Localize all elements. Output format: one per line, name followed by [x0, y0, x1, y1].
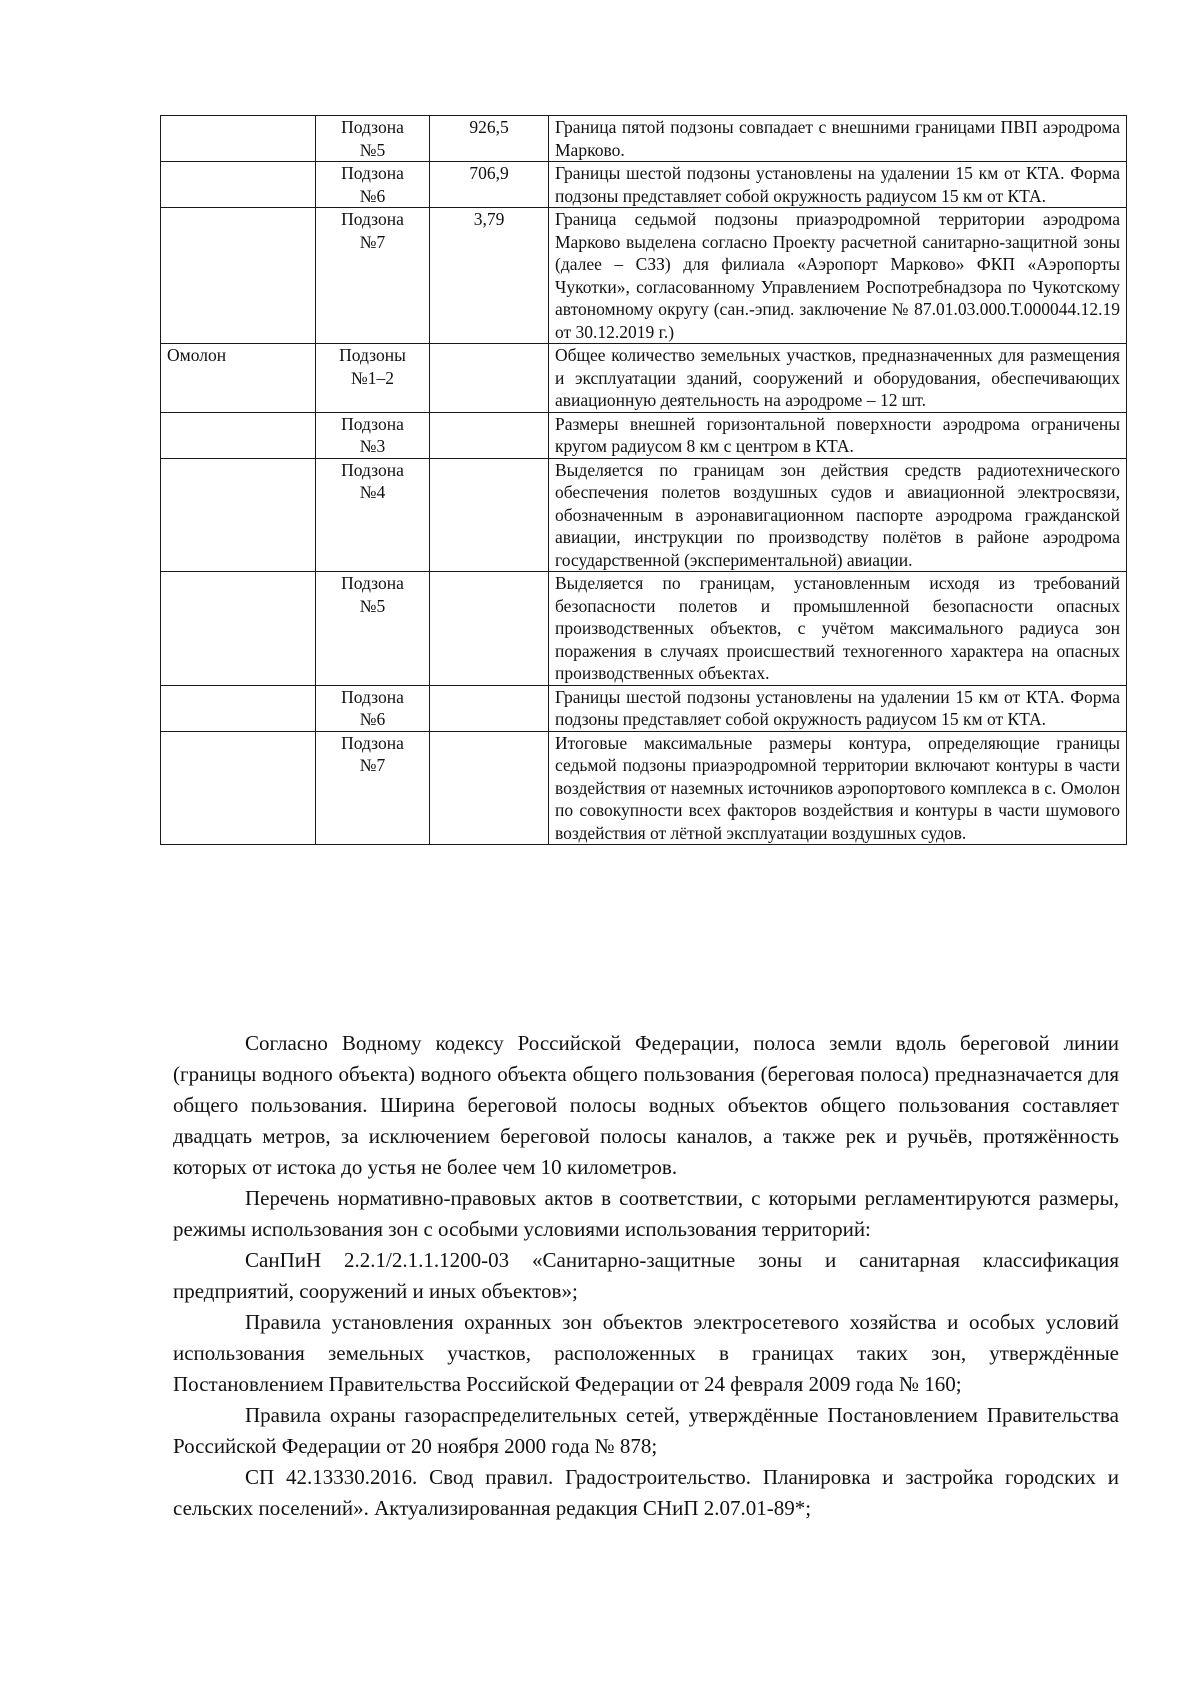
subzone-number: №5	[359, 139, 386, 160]
subzone-number: №7	[359, 231, 386, 252]
subzone-cell	[316, 208, 430, 344]
subzone-cell	[316, 344, 430, 413]
subzone-cell	[316, 116, 430, 162]
subzone-cell	[316, 412, 430, 458]
area-cell	[430, 412, 549, 458]
area-cell: 706,9	[430, 162, 549, 208]
paragraph-legal-acts-intro: Перечень нормативно-правовых актов в соответствии, с которыми регламентируются размеры, режимы использования зон с особыми условиями использования территорий:	[173, 1186, 1119, 1241]
area-cell: 3,79	[430, 208, 549, 344]
subzone-label: Подзона	[341, 573, 404, 593]
table-row	[161, 344, 1127, 413]
area-cell	[430, 572, 549, 686]
subzone-label: Подзона	[341, 163, 404, 183]
paragraph-power-grid-rules: Правила установления охранных зон объектов электросетевого хозяйства и особых условий использования земельных участков, расположенных в границах таких зон, утверждённые Постановлением Правительства Российской Федерации от 24 февраля 2009 года № 160;	[173, 1310, 1119, 1396]
description-cell: Выделяется по границам зон действия средств радиотехнического обеспечения полетов воздушных судов и авиационной электросвязи, обозначенным в аэронавигационном паспорте аэродрома гражданской авиации, инструкции по производству полётов в районе аэродрома государственной (экспериментальной) авиации.	[549, 458, 1127, 572]
subzone-number: №6	[359, 185, 386, 206]
subzone-label: Подзона	[341, 459, 404, 480]
table-row	[161, 458, 1127, 572]
subzone-number: №1–2	[351, 367, 394, 388]
aerodrome-cell: Омолон	[161, 344, 316, 413]
aerodrome-cell	[161, 412, 316, 458]
description-cell: Выделяется по границам, установленным исходя из требований безопасности полетов и промышленной безопасности опасных производственных объектов, с учётом максимального радиуса зон поражения в случаях происшествий техногенного характера на опасных производственных объектах.	[549, 572, 1127, 686]
table-row	[161, 412, 1127, 458]
description-cell: Граница седьмой подзоны приаэродромной территории аэродрома Марково выделена согласно Проекту расчетной санитарно-защитной зоны (далее – СЗЗ) для филиала «Аэропорт Марково» ФКП «Аэропорты Чукотки», согласованному Управлением Роспотребнадзора по Чукотскому автономному округу (сан.-эпид. заключение № 87.01.03.000.Т.000044.12.19 от 30.12.2019 г.)	[549, 208, 1127, 344]
aerodrome-cell	[161, 731, 316, 845]
subzone-label: Подзона	[341, 732, 404, 753]
subzone-number: №4	[359, 482, 386, 502]
table-row	[161, 731, 1127, 845]
table-row	[161, 208, 1127, 344]
paragraph-sanpin: СанПиН 2.2.1/2.1.1.1200-03 «Санитарно-защитные зоны и санитарная классификация предприятий, сооружений и иных объектов»;	[173, 1248, 1119, 1303]
subzone-number: №3	[359, 436, 386, 456]
table-row	[161, 162, 1127, 208]
description-cell: Границы шестой подзоны установлены на удалении 15 км от КТА. Форма подзоны представляет собой окружность радиусом 15 км от КТА.	[549, 162, 1127, 208]
description-cell: Граница пятой подзоны совпадает с внешними границами ПВП аэродрома Марково.	[549, 116, 1127, 162]
area-cell: 926,5	[430, 116, 549, 162]
description-cell: Размеры внешней горизонтальной поверхности аэродрома ограничены кругом радиусом 8 км с центром в КТА.	[549, 412, 1127, 458]
aerodrome-cell	[161, 572, 316, 686]
description-cell: Общее количество земельных участков, предназначенных для размещения и эксплуатации зданий, сооружений и оборудования, обеспечивающих авиационную деятельность на аэродроме – 12 шт.	[549, 344, 1127, 413]
subzone-label: Подзона	[341, 413, 404, 434]
area-cell	[430, 731, 549, 845]
aerodrome-cell	[161, 458, 316, 572]
subzone-number: №7	[359, 755, 386, 775]
subzone-number: №6	[359, 709, 386, 729]
table-row	[161, 572, 1127, 686]
area-cell	[430, 458, 549, 572]
description-cell: Границы шестой подзоны установлены на удалении 15 км от КТА. Форма подзоны представляет собой окружность радиусом 15 км от КТА.	[549, 685, 1127, 731]
subzone-label: Подзона	[341, 209, 404, 229]
zones-table	[160, 115, 1127, 845]
paragraph-water-code: Согласно Водному кодексу Российской Федерации, полоса земли вдоль береговой линии (границы водного объекта) водного объекта общего пользования (береговая полоса) предназначается для общего пользования. Ширина береговой полосы водных объектов общего пользования составляет двадцать метров, за исключением береговой полосы каналов, а также рек и ручьёв, протяжённость которых от истока до устья не более чем 10 километров.	[173, 1031, 1119, 1179]
description-cell: Итоговые максимальные размеры контура, определяющие границы седьмой подзоны приаэродромной территории включают контуры в части воздействия от наземных источников аэропортового комплекса в с. Омолон по совокупности всех факторов воздействия и контуры в части шумового воздействия от лётной эксплуатации воздушных судов.	[549, 731, 1127, 845]
area-cell	[430, 685, 549, 731]
subzone-cell	[316, 458, 430, 572]
paragraph-gas-network-rules: Правила охраны газораспределительных сетей, утверждённые Постановлением Правительства Российской Федерации от 20 ноября 2000 года № 878;	[173, 1403, 1119, 1458]
aerodrome-cell	[161, 116, 316, 162]
subzone-number: №5	[359, 595, 386, 616]
body-text	[173, 1028, 1119, 1524]
aerodrome-cell	[161, 685, 316, 731]
aerodrome-cell	[161, 208, 316, 344]
subzone-cell	[316, 685, 430, 731]
table-row	[161, 685, 1127, 731]
subzone-cell	[316, 162, 430, 208]
area-cell	[430, 344, 549, 413]
subzone-label: Подзона	[341, 686, 404, 707]
subzone-label: Подзона	[341, 117, 404, 137]
paragraph-sp-42: СП 42.13330.2016. Свод правил. Градостроительство. Планировка и застройка городских и сельских поселений». Актуализированная редакция СНиП 2.07.01-89*;	[173, 1465, 1119, 1520]
table-row	[161, 116, 1127, 162]
subzone-cell	[316, 731, 430, 845]
subzone-cell	[316, 572, 430, 686]
subzone-label: Подзоны	[339, 345, 406, 365]
aerodrome-cell	[161, 162, 316, 208]
